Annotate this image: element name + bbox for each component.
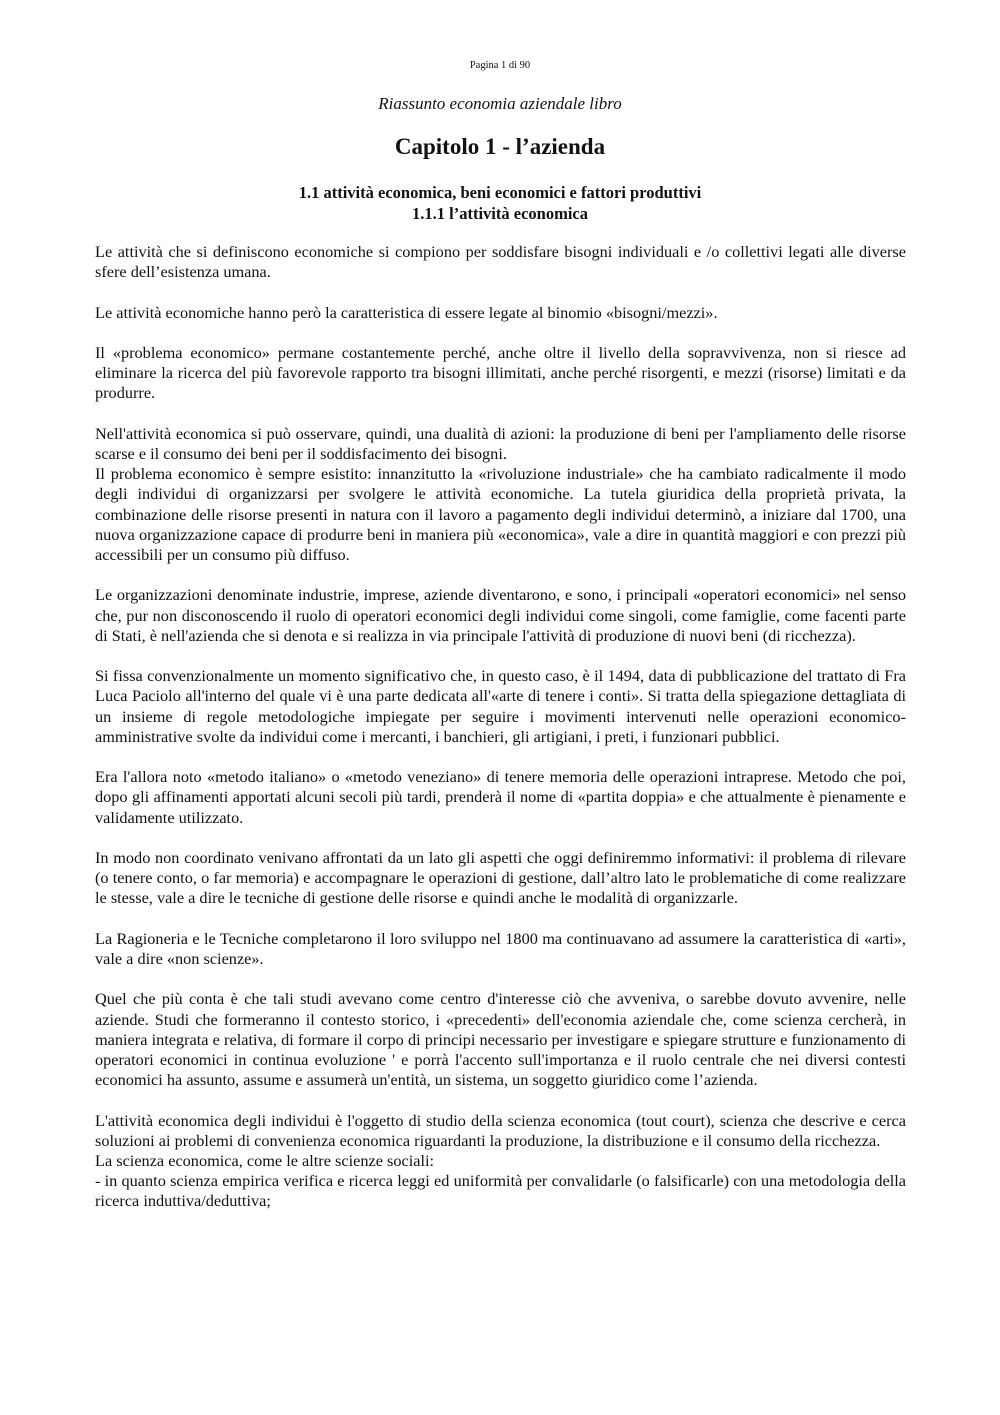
body-text	[95, 242, 906, 1212]
paragraph: Le organizzazioni denominate industrie, imprese, aziende diventarono, e sono, i principali «operatori economici» nel senso che, pur non disconoscendo il ruolo di operatori economici degli individui come singoli, come famiglie, come facenti parte di Stati, è nell'azienda che si denota e si realizza in via principale l'attività di produzione di nuovi beni (di ricchezza).	[95, 585, 906, 645]
chapter-title: Capitolo 1 - l’azienda	[394, 134, 606, 159]
paragraph: La scienza economica, come le altre scienze sociali:	[95, 1150, 435, 1170]
paragraph: Le attività economiche hanno però la caratteristica di essere legate al binomio «bisogni/mezzi».	[95, 302, 718, 322]
subsection-heading: 1.1.1 l’attività economica	[412, 204, 588, 223]
paragraph: Era l'allora noto «metodo italiano» o «metodo veneziano» di tenere memoria delle operazioni intraprese. Metodo che poi, dopo gli affinamenti apportati alcuni secoli più tardi, prenderà il nome di «partita doppia» e che attualmente è pienamente e validamente utilizzato.	[95, 767, 906, 827]
paragraph: Nell'attività economica si può osservare, quindi, una dualità di azioni: la produzione di beni per l'ampliamento delle risorse scarse e il consumo dei beni per il soddisfacimento dei bisogni.	[95, 423, 906, 463]
section-headings	[0, 182, 1000, 224]
list-item: - in quanto scienza empirica verifica e ricerca leggi ed uniformità per convalidarle (o falsificarle) con una metodologia della ricerca induttiva/deduttiva;	[95, 1171, 906, 1211]
page-number: Pagina 1 di 90	[469, 60, 531, 71]
paragraph: In modo non coordinato venivano affrontati da un lato gli aspetti che oggi definiremmo informativi: il problema di rilevare (o tenere conto, o far memoria) e accompagnare le operazioni di gestione, dall’altro lato le problematiche di come realizzare le stesse, vale a dire le tecniche di gestione delle risorse e quindi anche le modalità di organizzarle.	[95, 847, 906, 908]
paragraph: Il «problema economico» permane costantemente perché, anche oltre il livello della sopravvivenza, non si riesce ad eliminare la ricerca del più favorevole rapporto tra bisogni illimitati, anche perché risorgenti, e mezzi (risorse) limitati e da produrre.	[95, 342, 906, 403]
paragraph: Si fissa convenzionalmente un momento significativo che, in questo caso, è il 1494, data di pubblicazione del trattato di Fra Luca Paciolo all'interno del quale vi è una parte dedicata all'«arte di tenere i conti». Si tratta della spiegazione dettagliata di un insieme di regole metodologiche impiegate per seguire i movimenti intervenuti nelle operazioni economico-amministrative svolte da individui come i mercanti, i banchieri, gli artigiani, i preti, i funzionari pubblici.	[95, 666, 906, 746]
paragraph: Le attività che si definiscono economiche si compiono per soddisfare bisogni individuali e /o collettivi legati alle diverse sfere dell’esistenza umana.	[95, 242, 906, 282]
document-title: Riassunto economia aziendale libro	[378, 94, 622, 113]
paragraph: Il problema economico è sempre esistito: innanzitutto la «rivoluzione industriale» che ha cambiato radicalmente il modo degli individui di organizzarsi per svolgere le attività economiche. La tutela giuridica della proprietà privata, la combinazione delle risorse presenti in natura con il lavoro a pagamento degli individui determinò, a iniziare dal 1700, una nuova organizzazione capace di produrre beni in maniera più «economica», vale a dire in quantità maggiori e con prezzi più accessibili per un consumo più diffuso.	[95, 464, 906, 564]
paragraph: L'attività economica degli individui è l'oggetto di studio della scienza economica (tout court), scienza che descrive e cerca soluzioni ai problemi di convenienza economica riguardanti la produzione, la distribuzione e il consumo della ricchezza.	[95, 1110, 906, 1150]
paragraph: Quel che più conta è che tali studi avevano come centro d'interesse ciò che avveniva, o sarebbe dovuto avvenire, nelle aziende. Studi che formeranno il contesto storico, i «precedenti» dell'economia aziendale che, come scienza cercherà, in maniera integrata e relativa, di formare il corpo di principi necessario per investigare e spiegare strutture e funzionamento di operatori economici in continua evoluzione ' e porrà l'accento sull'importanza e il ruolo centrale che nei diversi contesti economici ha assunto, assume e assumerà un'entità, un sistema, un soggetto giuridico come l’azienda.	[95, 989, 906, 1090]
paragraph: La Ragioneria e le Tecniche completarono il loro sviluppo nel 1800 ma continuavano ad assumere la caratteristica di «arti», vale a dire «non scienze».	[95, 928, 906, 968]
section-heading: 1.1 attività economica, beni economici e fattori produttivi	[298, 183, 702, 202]
